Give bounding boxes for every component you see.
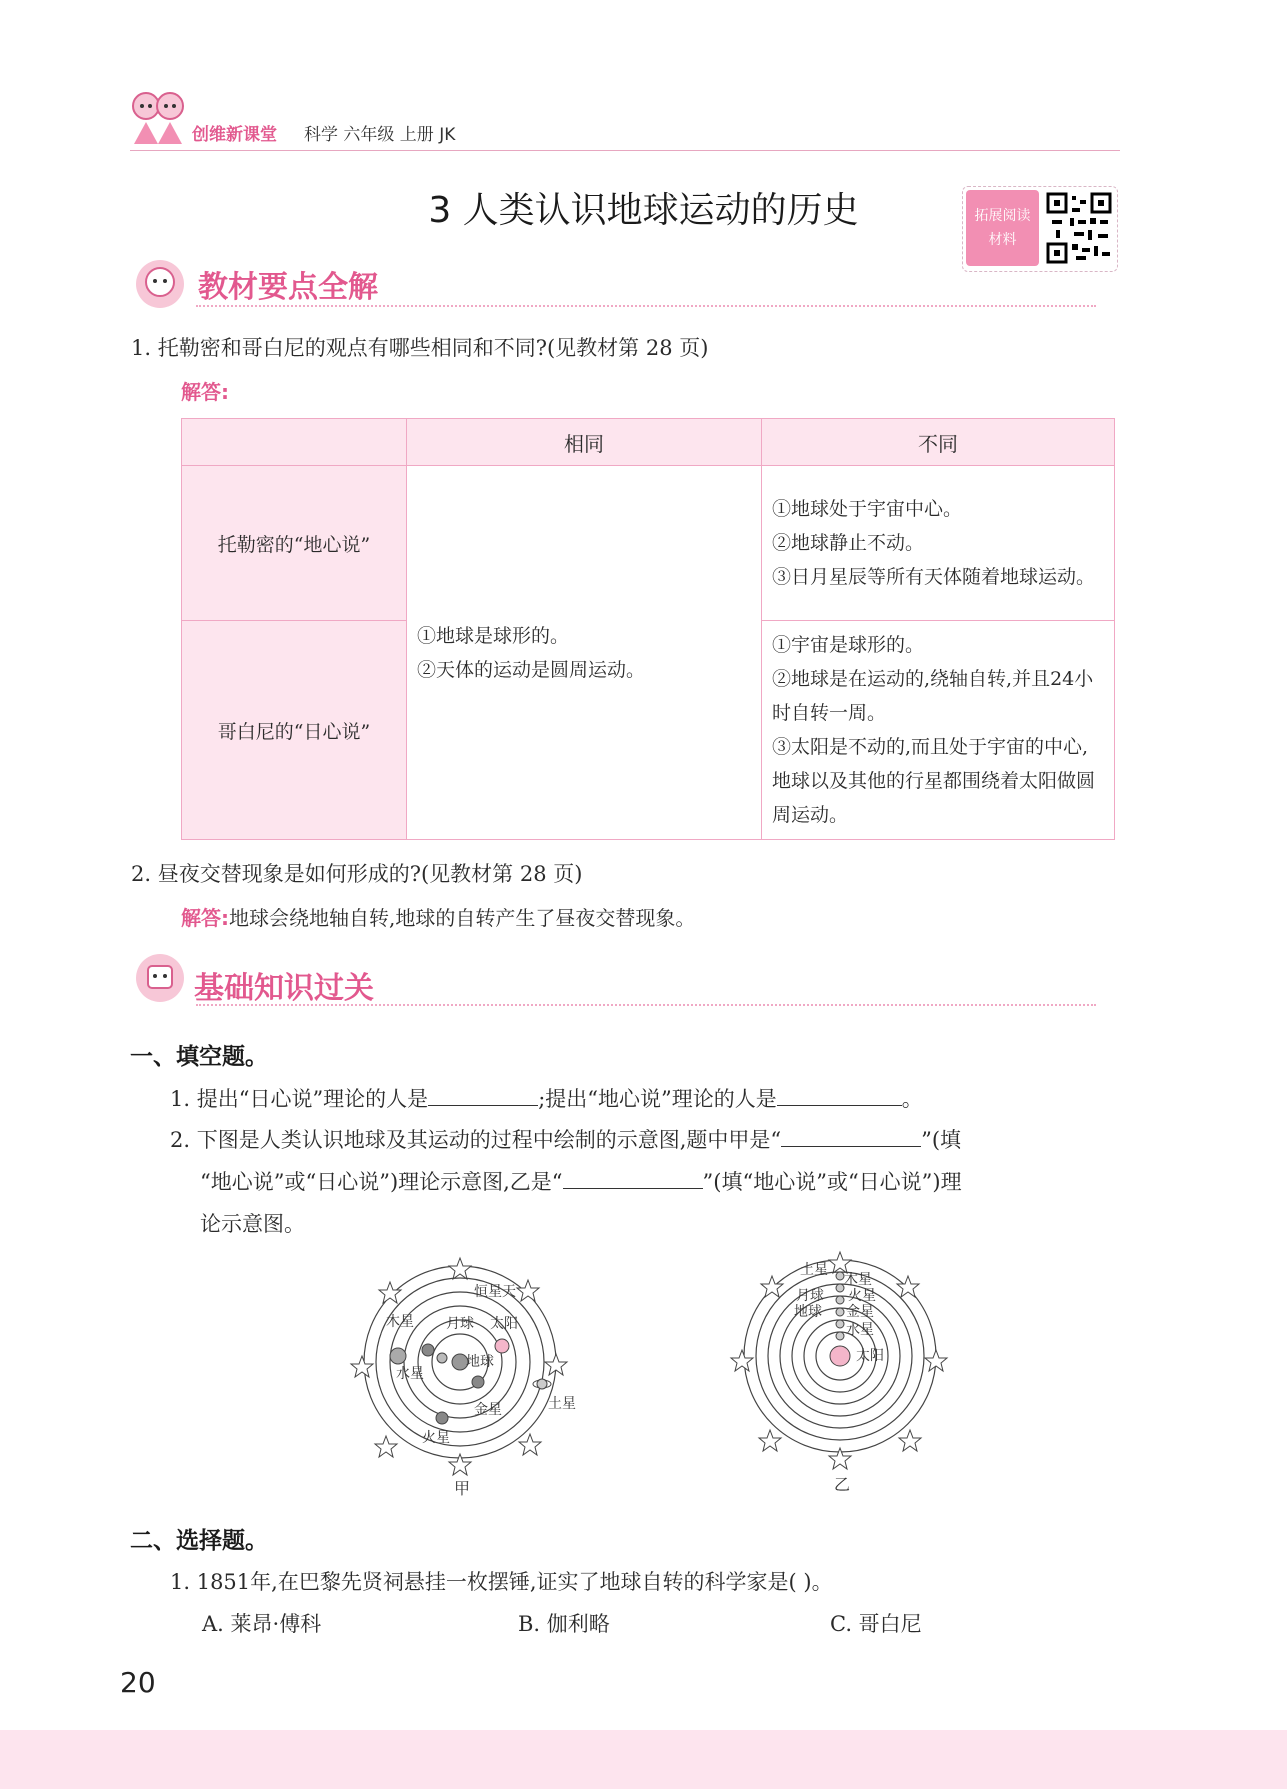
list-item: ①地球是球形的。	[417, 624, 570, 647]
brand-name: 创维新课堂	[192, 125, 277, 145]
list-item: ②地球是在运动的,绕轴自转,并且24小时自转一周。	[772, 668, 1094, 724]
page-title: 3 人类认识地球运动的历史	[428, 190, 859, 231]
diagram-caption-jia: 甲	[454, 1479, 471, 1498]
list-item: ①地球处于宇宙中心。	[772, 498, 963, 520]
option-b[interactable]: B. 伽利略	[518, 1612, 610, 1636]
answer-blank[interactable]	[428, 1083, 538, 1106]
section-mascot-icon	[130, 952, 190, 1004]
table-header-same: 相同	[407, 419, 762, 466]
heliocentric-diagram	[730, 1250, 950, 1495]
choice-question-1: 1. 1851年,在巴黎先贤祠悬挂一枚摆锤,证实了地球自转的科学家是( )。	[170, 1570, 833, 1594]
table-row	[182, 466, 1115, 621]
label-jinxing: 金星	[474, 1402, 502, 1418]
section-heading-key-points: 教材要点全解	[198, 270, 378, 305]
list-item: ②天体的运动是圆周运动。	[417, 658, 646, 681]
table-header-row	[182, 419, 1115, 466]
same-cell	[407, 466, 762, 840]
diff-cell-copernicus	[762, 621, 1115, 840]
list-item: ③日月星辰等所有天体随着地球运动。	[772, 566, 1096, 588]
label-diqiu: 地球	[794, 1304, 822, 1320]
fill-question-2: 2. 下图是人类认识地球及其运动的过程中绘制的示意图,题中甲是“ ”(填	[170, 1124, 961, 1154]
part-1-title: 一、填空题。	[130, 1044, 268, 1070]
cartoon-kids-logo	[124, 84, 194, 154]
list-item: ③太阳是不动的,而且处于宇宙的中心,地球以及其他的行星都围绕着太阳做圆周运动。	[772, 736, 1096, 826]
label-yueqiu: 月球	[796, 1288, 824, 1304]
book-info: 科学 六年级 上册 JK	[304, 125, 456, 145]
list-item: ①宇宙是球形的。	[772, 634, 925, 656]
section-mascot-icon	[130, 258, 190, 310]
section-divider	[196, 1004, 1096, 1006]
table-header-diff: 不同	[762, 419, 1115, 466]
label-muxing: 木星	[386, 1314, 414, 1330]
answer-label: 解答:	[181, 380, 229, 404]
footer-band	[0, 1730, 1287, 1789]
label-hengxingtian: 恒星天	[474, 1284, 516, 1300]
list-item: ②地球静止不动。	[772, 532, 925, 554]
row-name-copernicus: 哥白尼的“日心说”	[182, 621, 407, 840]
part-2-title: 二、选择题。	[130, 1528, 268, 1554]
label-yueqiu: 月球	[446, 1316, 474, 1332]
question-2: 2. 昼夜交替现象是如何形成的?(见教材第 28 页)	[131, 862, 583, 886]
label-diqiu: 地球	[466, 1354, 494, 1370]
label-tuxing: 土星	[548, 1396, 576, 1412]
diff-cell-ptolemy	[762, 466, 1115, 621]
label-huoxing: 火星	[848, 1288, 876, 1304]
label-muxing: 木星	[844, 1272, 872, 1288]
qr-code-icon[interactable]	[1046, 190, 1112, 266]
comparison-table	[181, 418, 1115, 840]
qr-badge-label: 拓展阅读 材料	[966, 190, 1039, 266]
option-c[interactable]: C. 哥白尼	[830, 1612, 922, 1636]
section-heading-basic-knowledge: 基础知识过关	[194, 971, 374, 1006]
answer-blank[interactable]	[781, 1124, 921, 1147]
question-1: 1. 托勒密和哥白尼的观点有哪些相同和不同?(见教材第 28 页)	[131, 336, 709, 360]
geocentric-diagram	[350, 1258, 576, 1498]
answer-2: 解答:地球会绕地轴自转,地球的自转产生了昼夜交替现象。	[181, 906, 696, 930]
label-shuixing: 水星	[846, 1322, 874, 1338]
label-huoxing: 火星	[422, 1430, 450, 1446]
section-divider	[196, 305, 1096, 307]
table-header-empty	[182, 419, 407, 466]
fill-question-1: 1. 提出“日心说”理论的人是 ;提出“地心说”理论的人是 。	[170, 1083, 923, 1113]
label-taiyang: 太阳	[490, 1316, 518, 1332]
label-taiyang: 太阳	[856, 1348, 884, 1364]
fill-question-2-line3: 论示意图。	[200, 1212, 305, 1236]
row-name-ptolemy: 托勒密的“地心说”	[182, 466, 407, 621]
answer-blank[interactable]	[563, 1166, 703, 1189]
fill-question-2-line2: “地心说”或“日心说”)理论示意图,乙是“ ”(填“地心说”或“日心说”)理	[200, 1166, 962, 1196]
label-jinxing: 金星	[846, 1304, 874, 1320]
label-tuxing: 土星	[800, 1262, 828, 1278]
diagram-caption-yi: 乙	[834, 1475, 851, 1494]
header-divider	[130, 150, 1120, 151]
answer-blank[interactable]	[777, 1083, 902, 1106]
option-a[interactable]: A. 莱昂·傅科	[202, 1612, 322, 1636]
label-shuixing: 水星	[396, 1366, 424, 1382]
page-number: 20	[120, 1666, 156, 1699]
